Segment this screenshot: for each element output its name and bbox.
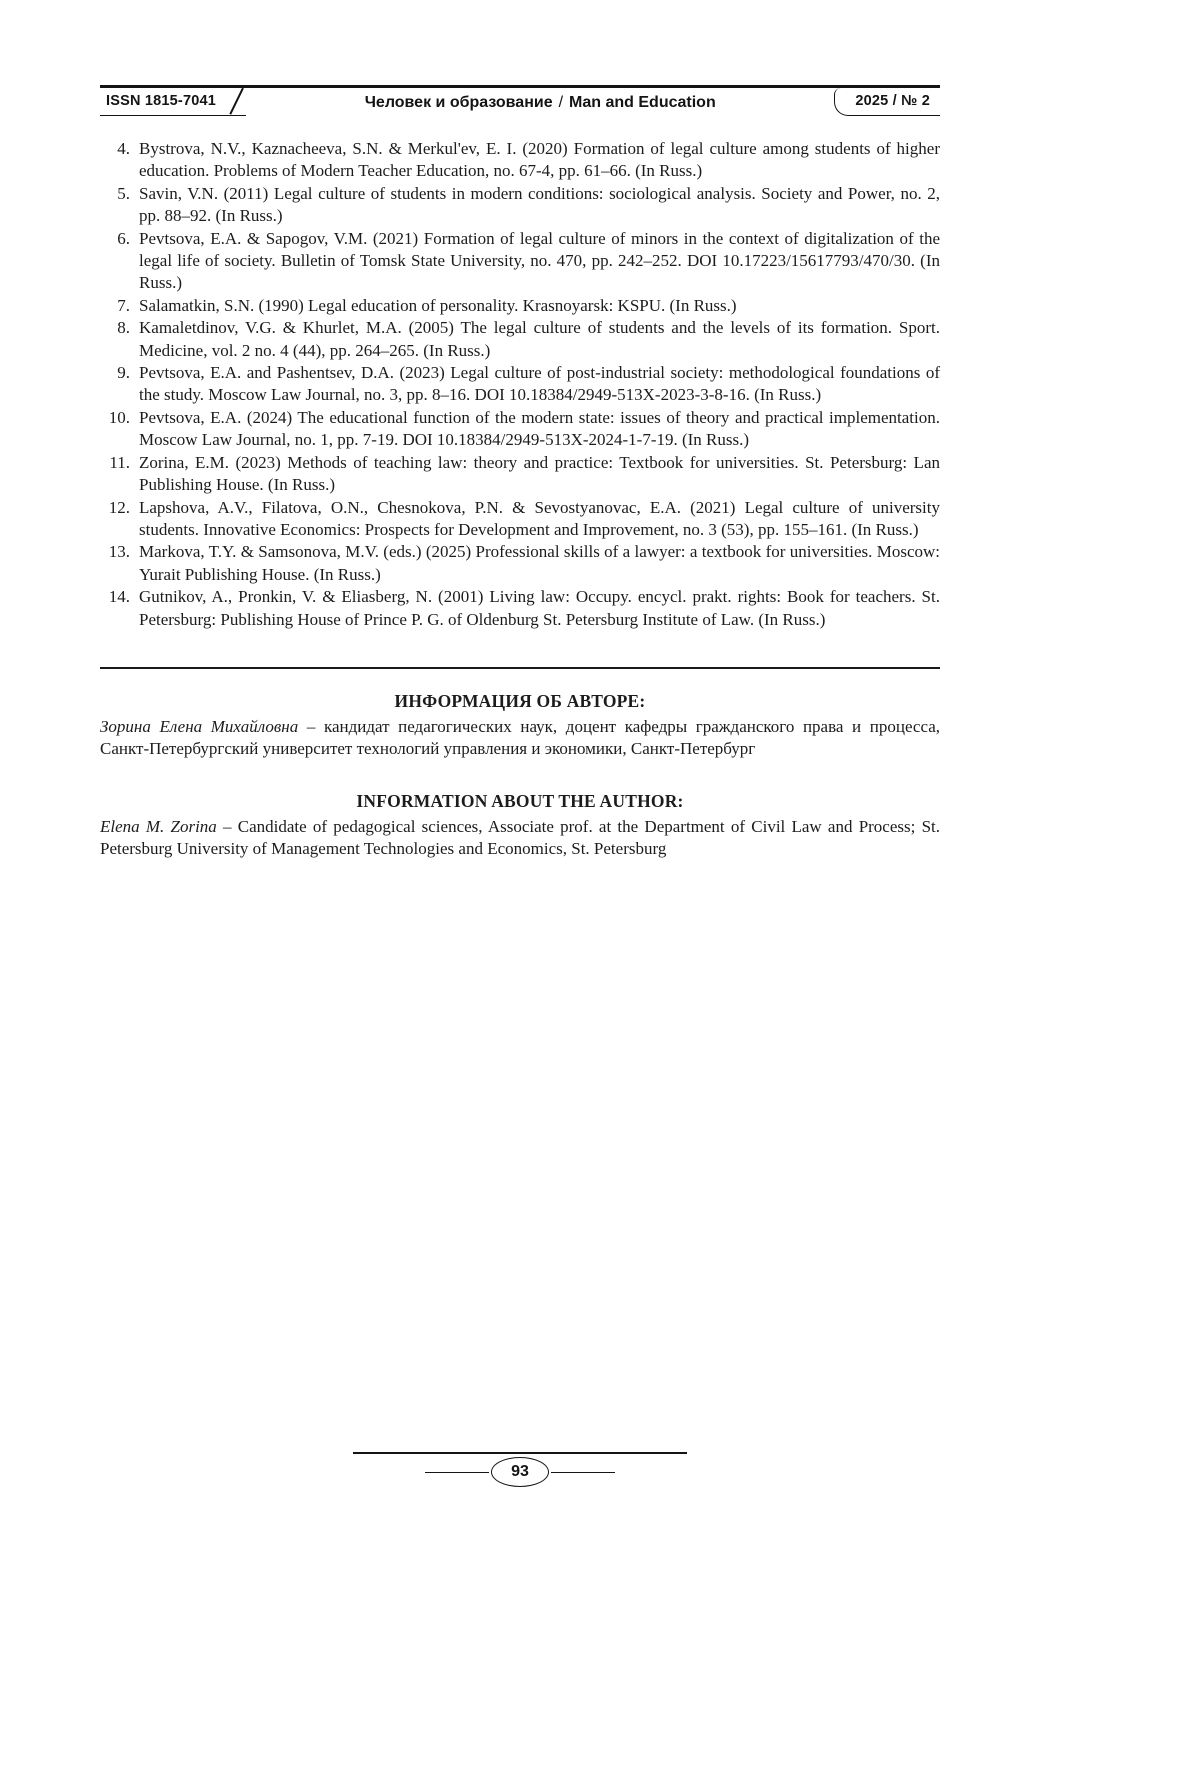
reference-item — [100, 317, 940, 362]
journal-title-ru: Человек и образование — [364, 94, 553, 111]
reference-item — [100, 497, 940, 542]
reference-number: 8. — [117, 318, 130, 338]
reference-item — [100, 138, 940, 183]
reference-number: 14. — [108, 587, 130, 607]
reference-item — [100, 183, 940, 228]
issue-label: 2025 / № 2 — [855, 93, 930, 109]
footer-line-right — [551, 1472, 615, 1473]
author-info-en-paragraph — [100, 816, 940, 861]
reference-number: 4. — [117, 139, 130, 158]
reference-number: 5. — [117, 183, 130, 203]
reference-text: Pevtsova, E.A. & Sapogov, V.M. (2021) Formation of legal culture of minors in the context of digitalization of the legal life of society. Bulletin of Tomsk State University, no. 470, pp. 242–252. DOI 10.17223/15617793/470/30. (In Russ.) — [139, 228, 940, 293]
reference-item — [100, 586, 940, 631]
footer-row — [425, 1457, 615, 1487]
reference-number: 6. — [117, 228, 130, 248]
page-number: 93 — [511, 1463, 529, 1480]
section-divider — [100, 667, 940, 669]
author-info-ru-paragraph — [100, 716, 940, 761]
author-description-ru: – кандидат педагогических наук, доцент кафедры гражданского права и процесса, Санкт-Петербургский университет технологий управления и экономики, Санкт-Петербург — [100, 716, 941, 759]
reference-number: 7. — [117, 295, 130, 315]
reference-text: Bystrova, N.V., Kaznacheeva, S.N. & Merkul'ev, E. I. (2020) Formation of legal culture among students of higher education. Problems of Modern Teacher Education, no. 67-4, pp. 61–66. (In Russ.) — [139, 139, 940, 181]
issue-tab — [834, 88, 940, 116]
reference-item — [100, 295, 940, 317]
reference-text: Markova, T.Y. & Samsonova, M.V. (eds.) (2025) Professional skills of a lawyer: a textbook for universities. Moscow: Yurait Publishing House. (In Russ.) — [139, 542, 940, 584]
reference-text: Zorina, E.M. (2023) Methods of teaching law: theory and practice: Textbook for universities. St. Petersburg: Lan Publishing House. (In Russ.) — [139, 452, 940, 495]
reference-item — [100, 228, 940, 295]
issn-label: ISSN 1815-7041 — [106, 93, 217, 109]
page-content — [100, 85, 940, 861]
reference-text: Pevtsova, E.A. and Pashentsev, D.A. (2023) Legal culture of post-industrial society: methodological foundations of the study. Moscow Law Journal, no. 3, pp. 8–16. DOI 10.18384/2949-513X-2023-3-8-16. (In Russ.) — [139, 363, 940, 405]
reference-number: 12. — [108, 497, 130, 517]
author-info-en-heading: INFORMATION ABOUT THE AUTHOR: — [356, 790, 684, 811]
journal-title — [365, 92, 716, 112]
issn-tab — [100, 88, 246, 116]
author-name-en: Elena M. Zorina — [100, 816, 217, 836]
reference-text: Lapshova, A.V., Filatova, O.N., Chesnokova, P.N. & Sevostyanovac, E.A. (2021) Legal culture of university students. Innovative Economics: Prospects for Development and Improvement, no. 3 (53), pp. 155–161. (In Russ.) — [139, 497, 940, 539]
reference-item — [100, 362, 940, 407]
reference-item — [100, 407, 940, 452]
reference-item — [100, 452, 940, 497]
author-info-ru-heading: ИНФОРМАЦИЯ ОБ АВТОРЕ: — [394, 690, 646, 711]
reference-text: Salamatkin, S.N. (1990) Legal education of personality. Krasnoyarsk: KSPU. (In Russ.) — [139, 295, 737, 315]
page-number-badge — [491, 1457, 549, 1487]
reference-item — [100, 541, 940, 586]
author-description-en: – Candidate of pedagogical sciences, Associate prof. at the Department of Civil Law and Process; St. Petersburg University of Management Technologies and Economics, St. Petersburg — [100, 816, 941, 859]
reference-text: Pevtsova, E.A. (2024) The educational function of the modern state: issues of theory and practical implementation. Moscow Law Journal, no. 1, pp. 7-19. DOI 10.18384/2949-513X-2024-1-7-19. (In Russ.) — [139, 407, 940, 450]
journal-title-separator: / — [558, 94, 564, 111]
reference-number: 10. — [108, 407, 130, 427]
author-name-ru: Зорина Елена Михайловна — [100, 716, 299, 736]
footer-line-left — [425, 1472, 489, 1473]
reference-number: 13. — [108, 542, 130, 562]
reference-number: 9. — [117, 363, 130, 383]
reference-text: Kamaletdinov, V.G. & Khurlet, M.A. (2005) The legal culture of students and the levels of its formation. Sport. Medicine, vol. 2 no. 4 (44), pp. 264–265. (In Russ.) — [139, 318, 940, 360]
reference-text: Savin, V.N. (2011) Legal culture of students in modern conditions: sociological analysis. Society and Power, no. 2, pp. 88–92. (In Russ.) — [139, 183, 940, 226]
references-list — [100, 138, 940, 631]
footer-rule — [353, 1452, 687, 1454]
page-footer — [353, 1452, 687, 1487]
reference-text: Gutnikov, A., Pronkin, V. & Eliasberg, N. (2001) Living law: Occupy. encycl. prakt. rights: Book for teachers. St. Petersburg: Publishing House of Prince P. G. of Oldenburg St. Petersburg Institute of Law. (In Russ.) — [139, 587, 940, 629]
page-header — [100, 85, 940, 116]
journal-title-en: Man and Education — [569, 94, 716, 111]
reference-number: 11. — [109, 452, 130, 472]
